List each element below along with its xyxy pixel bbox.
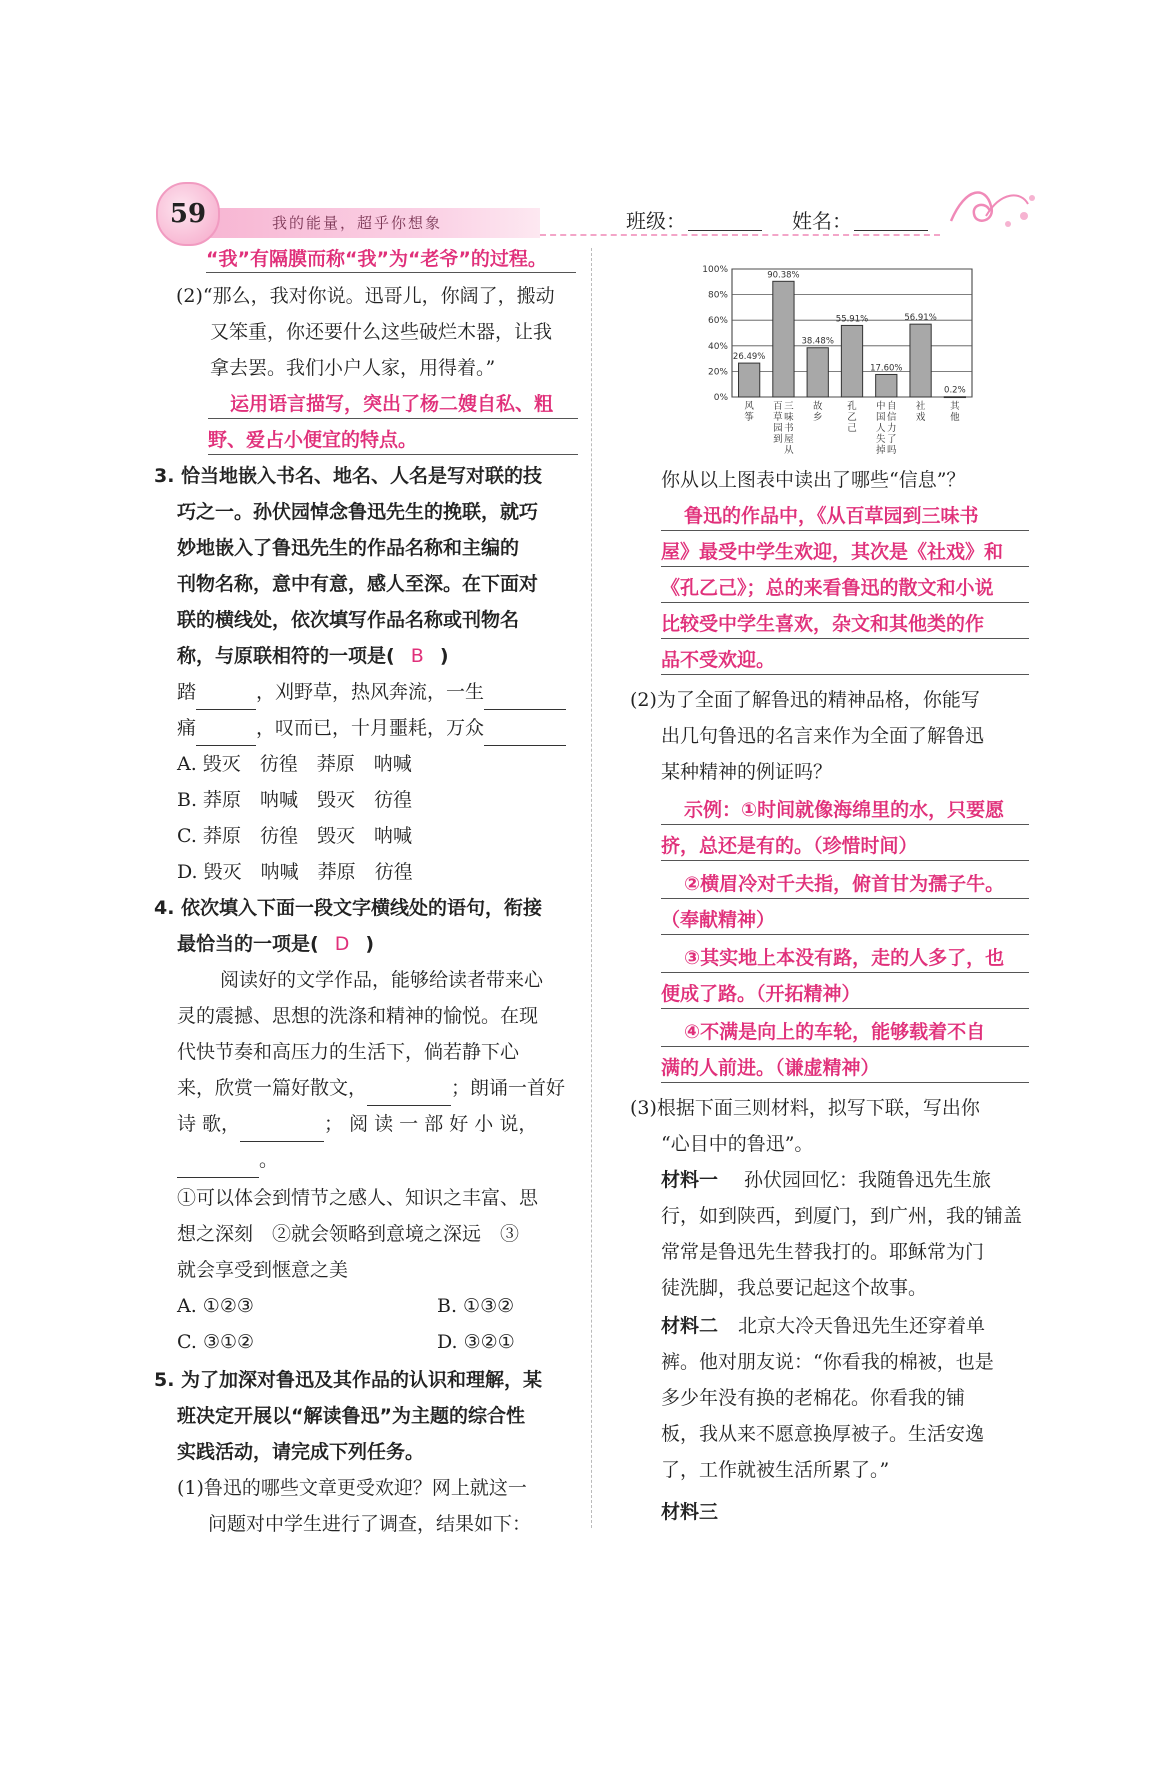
answer1-line1: 鲁迅的作品中，《从百草园到三味书 <box>684 505 979 527</box>
q3-option-a[interactable]: A. 毁灭 彷徨 莽原 呐喊 <box>177 753 412 775</box>
q2-sub2-line1: (2)“那么，我对你说。迅哥儿，你阔了，搬动 <box>176 285 555 307</box>
class-label: 班级： <box>626 209 686 233</box>
q5-sub2-line2: 出几句鲁迅的名言来作为全面了解鲁迅 <box>661 725 985 747</box>
data-label: 55.91% <box>835 314 869 325</box>
answer-line <box>661 860 1029 861</box>
blank[interactable] <box>196 723 256 746</box>
blank[interactable] <box>240 1119 324 1142</box>
chart-question: 你从以上图表中读出了哪些“信息”？ <box>661 469 966 491</box>
floral-ornament-icon <box>946 176 1036 236</box>
answer1-line2: 屋》最受中学生欢迎，其次是《社戏》和 <box>661 541 1004 563</box>
data-label: 17.60% <box>870 363 903 374</box>
data-label: 0.2% <box>944 385 966 396</box>
material1-line4: 徒洗脚，我总要记起这个故事。 <box>661 1277 928 1299</box>
answer2-line6: 便成了路。（开拓精神） <box>661 983 861 1005</box>
category-label: 其他 <box>950 401 960 423</box>
q4-option-c[interactable]: C. ③①② <box>177 1331 255 1353</box>
q2-answer-tail: “我”有隔膜而称“我”为“老爷”的过程。 <box>206 248 547 270</box>
bar <box>739 363 760 397</box>
q5-sub1-line2: 问题对中学生进行了调查，结果如下： <box>208 1513 532 1535</box>
q4-answer-choice[interactable]: D <box>334 933 350 955</box>
q4-passage-line1: 阅读好的文学作品，能够给读者带来心 <box>220 969 544 991</box>
q2-sub2-answer-line1: 运用语言描写，突出了杨二嫂自私、粗 <box>230 393 554 415</box>
answer2-line8: 满的人前进。（谦虚精神） <box>661 1057 880 1079</box>
answer2-line7: ④不满是向上的车轮，能够载着不自 <box>684 1021 986 1043</box>
answer-line <box>206 272 576 273</box>
material2-line4: 板，我从来不愿意换厚被子。生活安逸 <box>661 1423 985 1445</box>
answer2-line3: ②横眉冷对千夫指，俯首甘为孺子牛。 <box>684 873 1005 895</box>
page-number: 59 <box>156 182 220 246</box>
answer1-line4: 比较受中学生喜欢，杂文和其他类的作 <box>661 613 985 635</box>
data-label: 26.49% <box>732 352 766 363</box>
q3-couplet1-start: 踏 <box>177 681 197 703</box>
q2-sub2-line2: 又笨重，你还要什么这些破烂木器，让我 <box>210 321 553 343</box>
y-tick-label: 0% <box>713 393 728 403</box>
q4-passage-line2: 灵的震撼、思想的洗涤和精神的愉悦。在现 <box>177 1005 539 1027</box>
q5-sub3-line2: “心目中的鲁迅”。 <box>661 1133 814 1155</box>
y-tick-label: 20% <box>707 367 728 378</box>
bar <box>910 324 931 397</box>
category-label: 自信力了吗中国人失掉 <box>876 401 897 456</box>
material2-line1: 北京大冷天鲁迅先生还穿着单 <box>738 1315 986 1337</box>
bar <box>841 325 862 397</box>
blank[interactable] <box>196 687 256 710</box>
data-label: 90.38% <box>767 270 800 281</box>
name-field[interactable] <box>854 230 928 231</box>
q2-sub2-line3: 拿去罢。我们小户人家，用得着。” <box>210 357 496 379</box>
category-label: 故乡 <box>812 401 823 423</box>
answer-line <box>661 934 1029 935</box>
q4-line2: 最恰当的一项是( <box>177 933 319 955</box>
q3-answer-choice[interactable]: B <box>410 645 424 667</box>
answer-line <box>661 824 1029 825</box>
q4-passage-line4b: ；朗诵一首好 <box>451 1077 566 1099</box>
class-field[interactable] <box>688 230 762 231</box>
material1-line3: 常常是鲁迅先生替我打的。耶稣常为门 <box>661 1241 985 1263</box>
header-motto: 我的能量，超乎你想象 <box>272 214 443 232</box>
answer2-line2: 挤，总还是有的。（珍惜时间） <box>661 835 918 857</box>
q3-couplet2-start: 痛 <box>177 717 197 739</box>
q5-sub2-line3: 某种精神的例证吗？ <box>661 761 833 783</box>
answer-line <box>661 972 1029 973</box>
q4-choice-line3: 就会享受到惬意之美 <box>177 1259 349 1281</box>
q3-line1: 3. 恰当地嵌入书名、地名、人名是写对联的技 <box>154 465 543 487</box>
q3-line4: 刊物名称，意中有意，感人至深。在下面对 <box>177 573 539 595</box>
answer-line <box>208 454 578 455</box>
data-label: 38.48% <box>801 336 834 347</box>
q4-line2-close: ) <box>365 933 375 955</box>
blank[interactable] <box>484 687 566 710</box>
material2-line3: 多少年没有换的老棉花。你看我的铺 <box>661 1387 966 1409</box>
bar <box>773 281 794 397</box>
survey-bar-chart <box>690 243 990 461</box>
answer1-line3: 《孔乙己》；总的来看鲁迅的散文和小说 <box>661 577 994 599</box>
answer-line <box>661 638 1029 639</box>
answer-line <box>661 566 1029 567</box>
q3-line2: 巧之一。孙伏园悼念鲁迅先生的挽联，就巧 <box>177 501 539 523</box>
material2-label: 材料二 <box>661 1315 719 1337</box>
q3-line6-close: ) <box>439 645 449 667</box>
name-label: 姓名： <box>792 209 852 233</box>
answer-line <box>661 898 1029 899</box>
category-label: 三味书屋从百草园到 <box>773 401 794 456</box>
answer2-line5: ③其实地上本没有路，走的人多了，也 <box>684 947 1005 969</box>
q4-passage-line6: 。 <box>259 1149 279 1171</box>
material2-line5: 了，工作就被生活所累了。” <box>661 1459 890 1481</box>
q2-sub2-answer-line2: 野、爱占小便宜的特点。 <box>208 429 418 451</box>
q5-sub2-line1: (2)为了全面了解鲁迅的精神品格，你能写 <box>630 689 980 711</box>
q5-line3: 实践活动，请完成下列任务。 <box>177 1441 425 1463</box>
q4-passage-line5a: 诗 歌， <box>177 1113 241 1135</box>
header-dashed-rule <box>540 234 940 236</box>
answer1-line5: 品不受欢迎。 <box>661 649 776 671</box>
answer-line <box>661 1082 1029 1083</box>
column-divider <box>591 248 592 1528</box>
answer-line <box>661 674 1029 675</box>
material1-label: 材料一 <box>661 1169 719 1191</box>
q4-option-a[interactable]: A. ①②③ <box>177 1295 254 1317</box>
y-tick-label: 80% <box>707 290 728 301</box>
q4-passage-line3: 代快节奏和高压力的生活下，倘若静下心 <box>177 1041 520 1063</box>
answer-line <box>661 602 1029 603</box>
answer-line <box>661 530 1029 531</box>
q4-option-b[interactable]: B. ①③② <box>437 1295 515 1317</box>
category-label: 孔乙己 <box>847 401 857 434</box>
category-label: 社戏 <box>915 401 926 423</box>
data-label: 56.91% <box>904 313 937 324</box>
q3-couplet1-mid: ，刈野草，热风奔流，一生 <box>256 681 485 703</box>
q3-couplet2-mid: ，叹而已，十月噩耗，万众 <box>256 717 485 739</box>
q5-line1: 5. 为了加深对鲁迅及其作品的认识和理解，某 <box>154 1369 543 1391</box>
blank[interactable] <box>367 1083 451 1106</box>
y-tick-label: 100% <box>702 265 728 275</box>
bar <box>876 374 897 397</box>
q3-line6: 称，与原联相符的一项是( <box>177 645 395 667</box>
bar <box>944 397 965 398</box>
q3-option-b[interactable]: B. 莽原 呐喊 毁灭 彷徨 <box>177 789 413 811</box>
q4-passage-line5b: ； 阅 读 一 部 好 小 说， <box>324 1113 538 1135</box>
q3-option-c[interactable]: C. 莽原 彷徨 毁灭 呐喊 <box>177 825 412 847</box>
y-tick-label: 60% <box>707 316 728 327</box>
q3-line3: 妙地嵌入了鲁迅先生的作品名称和主编的 <box>177 537 520 559</box>
q4-passage-line4a: 来，欣赏一篇好散文， <box>177 1077 368 1099</box>
material2-line2: 裤。他对朋友说：“你看我的棉被，也是 <box>661 1351 994 1373</box>
q3-line5: 联的横线处，依次填写作品名称或刊物名 <box>177 609 520 631</box>
blank[interactable] <box>177 1155 259 1178</box>
q5-sub3-line1: (3)根据下面三则材料，拟写下联，写出你 <box>630 1097 980 1119</box>
answer-line <box>208 418 578 419</box>
q5-line2: 班决定开展以“解读鲁迅”为主题的综合性 <box>177 1405 525 1427</box>
y-tick-label: 40% <box>707 341 728 352</box>
answer2-line1: 示例：①时间就像海绵里的水，只要愿 <box>684 799 1005 821</box>
material1-line1: 孙伏园回忆：我随鲁迅先生旅 <box>744 1169 992 1191</box>
q4-choice-line2: 想之深刻 ②就会领略到意境之深远 ③ <box>177 1223 520 1245</box>
bar <box>807 348 828 397</box>
material3-label: 材料三 <box>661 1501 719 1523</box>
answer2-line4: （奉献精神） <box>661 909 776 931</box>
category-label: 风筝 <box>744 401 754 423</box>
q4-option-d[interactable]: D. ③②① <box>437 1331 515 1353</box>
q4-choice-line1: ①可以体会到情节之感人、知识之丰富、思 <box>177 1187 539 1209</box>
q3-option-d[interactable]: D. 毁灭 呐喊 莽原 彷徨 <box>177 861 413 883</box>
answer-line <box>661 1008 1029 1009</box>
blank[interactable] <box>484 723 566 746</box>
answer-line <box>661 1046 1029 1047</box>
q5-sub1-line1: (1)鲁迅的哪些文章更受欢迎？网上就这一 <box>177 1477 527 1499</box>
q4-line1: 4. 依次填入下面一段文字横线处的语句，衔接 <box>154 897 543 919</box>
material1-line2: 行，如到陕西，到厦门，到广州，我的铺盖 <box>661 1205 1023 1227</box>
